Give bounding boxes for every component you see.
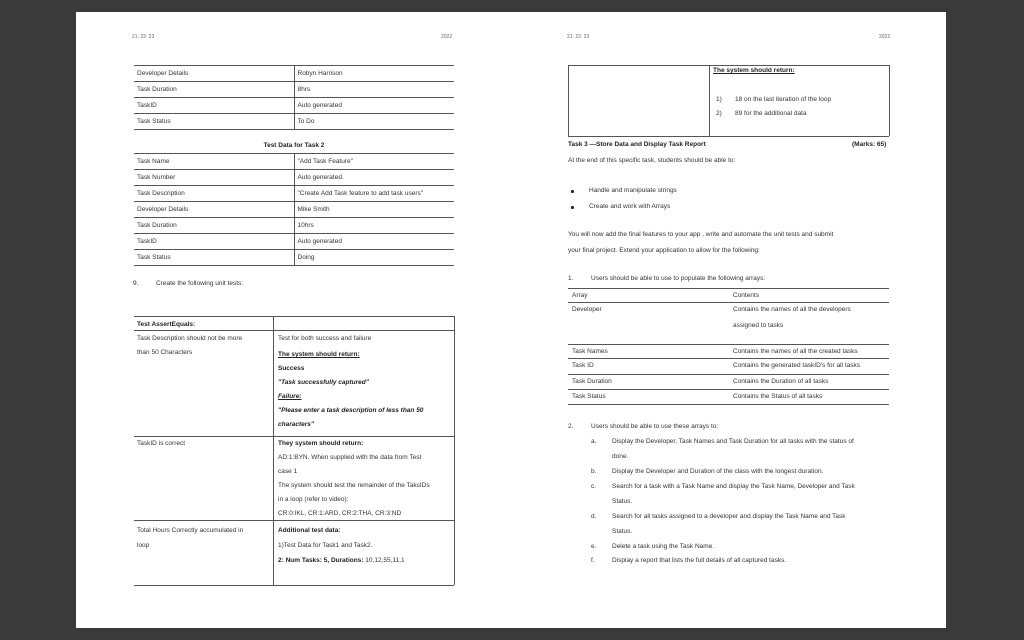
table-row: Task Status To Do	[134, 114, 454, 130]
subitem-text: Display the Developer and Duration of the class with the longest duration.	[612, 468, 824, 475]
test-text-values: 10,12,55,11,1	[365, 557, 405, 564]
right-header-date: 21: 22: 23	[567, 34, 590, 40]
subitem-text: Display the Developer, Task Names and Task Duration for all tasks with the status of	[612, 438, 854, 445]
arrays-header-array: Array	[572, 292, 588, 299]
bullet-text: Handle and manipulate strings	[589, 187, 677, 194]
table-row: Task Duration 10hrs	[134, 217, 454, 233]
return-text: 18 on the last iteration of the loop	[735, 96, 832, 103]
table-row: Developer Details Mike Smith	[134, 201, 454, 217]
table-row: TaskID Auto generated	[134, 233, 454, 249]
array-contents: assigned to tasks	[733, 322, 784, 329]
subitem-text: Display a report that lists the full details of all captured tasks.	[612, 557, 787, 564]
return-text: 89 for the additional data	[735, 110, 807, 117]
table-row: Task Duration 8hrs	[134, 82, 454, 98]
test-text: 1)Test Data for Task1 and Task2.	[278, 542, 373, 549]
test-text-bold: 2: Num Tasks: 5, Durations:	[278, 557, 366, 564]
array-contents: Contains the Status of all tasks	[733, 393, 823, 400]
test-text: case 1	[278, 468, 298, 475]
right-header-year: 2022	[879, 34, 891, 40]
test-text: CR:0:IKL, CR:1:ARD, CR:2:THA, CR:3:ND	[278, 510, 402, 517]
array-name: Task ID	[572, 362, 594, 369]
table-border	[273, 316, 274, 585]
subitem-text: Search for a task with a Task Name and display the Task Name, Developer and Task	[612, 483, 855, 490]
test-text: "Task successfully captured"	[278, 379, 369, 386]
array-name: Developer	[572, 306, 602, 313]
subitem-letter: d.	[591, 513, 597, 520]
table-border	[134, 330, 454, 331]
table-border	[568, 302, 889, 303]
table-border	[568, 65, 569, 136]
test-text: Failure:	[278, 393, 302, 400]
table-row: TaskID Auto generated	[134, 98, 454, 114]
item-2-text: Users should be able to use these arrays to:	[591, 423, 719, 430]
array-name: Task Status	[572, 393, 606, 400]
test-label: Task Description should not be more	[137, 335, 243, 342]
left-page	[76, 12, 511, 628]
test-text: characters"	[278, 421, 314, 428]
table-border	[454, 316, 455, 585]
test-text: AD:1:BYN. When supplied with the data from Test	[278, 454, 422, 461]
test-text: in a loop (refer to video):	[278, 496, 349, 503]
subitem-letter: b.	[591, 468, 597, 475]
subitem-text: Status.	[612, 498, 633, 505]
paragraph-line: You will now add the final features to your app , write and automate the unit tests and submit	[568, 231, 834, 238]
return-num: 1)	[716, 96, 722, 103]
document-spread	[76, 12, 946, 628]
subitem-letter: a.	[591, 438, 597, 445]
subitem-letter: e.	[591, 543, 597, 550]
task3-title: Task 3 —Store Data and Display Task Report	[568, 141, 706, 148]
left-header-year: 2022	[441, 34, 453, 40]
test-text: Success	[278, 365, 305, 372]
item-1-text: Users should be able to use to populate the following arrays:	[591, 275, 766, 282]
table-border	[134, 316, 454, 317]
array-contents: Contains the generated taskID's for all tasks	[733, 362, 860, 369]
table-border	[568, 65, 889, 66]
bullet-icon	[571, 190, 574, 193]
test-text: "Please enter a task description of less than 50	[278, 407, 424, 414]
table-border	[568, 136, 889, 137]
subitem-text: Status.	[612, 528, 633, 535]
table-border	[568, 404, 889, 405]
return-num: 2)	[716, 110, 722, 117]
table-border	[134, 585, 454, 586]
task3-marks: (Marks: 65)	[852, 141, 887, 148]
table-row: Developer Details Robyn Harrison	[134, 66, 454, 82]
bullet-icon	[571, 206, 574, 209]
item-1-number: 1.	[568, 275, 574, 282]
subitem-text: done.	[612, 453, 629, 460]
test-text: The system should test the remainder of the TaksIDs	[278, 482, 430, 489]
table-border	[568, 358, 889, 359]
table-row: Task Status Doing	[134, 249, 454, 265]
left-header-date: 21: 22: 23	[132, 34, 155, 40]
test-text	[278, 557, 405, 564]
array-name: Task Names	[572, 348, 608, 355]
task3-intro: At the end of this specific task, students should be able to:	[568, 157, 736, 164]
table-border	[568, 288, 889, 289]
table-border	[134, 436, 454, 437]
table-border	[568, 374, 889, 375]
array-contents: Contains the names of all the created tasks	[733, 348, 858, 355]
test-label: Total Hours Correctly accumulated in	[137, 527, 244, 534]
test-label: loop	[137, 542, 150, 549]
section-9-number: 9.	[133, 280, 139, 287]
paragraph-line: your final project. Extend your application to allow for the following:	[568, 247, 760, 254]
right-page	[511, 12, 946, 628]
test-label: TaskID is correct	[137, 440, 186, 447]
table-row: Task Description "Create Add Task feature to add task users"	[134, 185, 454, 201]
return-header: The system should return:	[713, 67, 795, 74]
table-border	[134, 520, 454, 521]
table-border	[568, 344, 889, 345]
item-2-number: 2.	[568, 423, 574, 430]
test-text: The system should return:	[278, 351, 360, 358]
table-border	[568, 389, 889, 390]
subitem-text: Delete a task using the Task Name.	[612, 543, 715, 550]
array-contents: Contains the names of all the developers	[733, 306, 851, 313]
array-name: Task Duration	[572, 378, 612, 385]
array-contents: Contains the Duration of all tasks	[733, 378, 829, 385]
subitem-text: Search for all tasks assigned to a developer and display the Task Name and Task	[612, 513, 846, 520]
table-row: Task Name "Add Task Feature"	[134, 153, 454, 169]
test-data-task2-table	[134, 139, 454, 266]
test-text: Test for both success and failure	[278, 335, 372, 342]
arrays-header-contents: Contents	[733, 292, 760, 299]
unit-tests-header: Test AssertEquals:	[137, 321, 196, 328]
test-label: than 50 Characters	[137, 349, 193, 356]
table-border	[889, 65, 890, 136]
table-caption-row	[134, 139, 454, 153]
table-caption: Test Data for Task 2	[263, 142, 325, 150]
bullet-text: Create and work with Arrays	[589, 203, 671, 210]
section-9-text: Create the following unit tests:	[156, 280, 244, 287]
table-border	[709, 65, 710, 136]
subitem-letter: f.	[591, 557, 595, 564]
table-row: Task Number Auto generated.	[134, 169, 454, 185]
developer-table-task1	[134, 65, 454, 130]
test-text: Additional test data:	[278, 527, 341, 534]
subitem-letter: c.	[591, 483, 597, 490]
test-text: They system should return:	[278, 440, 364, 447]
